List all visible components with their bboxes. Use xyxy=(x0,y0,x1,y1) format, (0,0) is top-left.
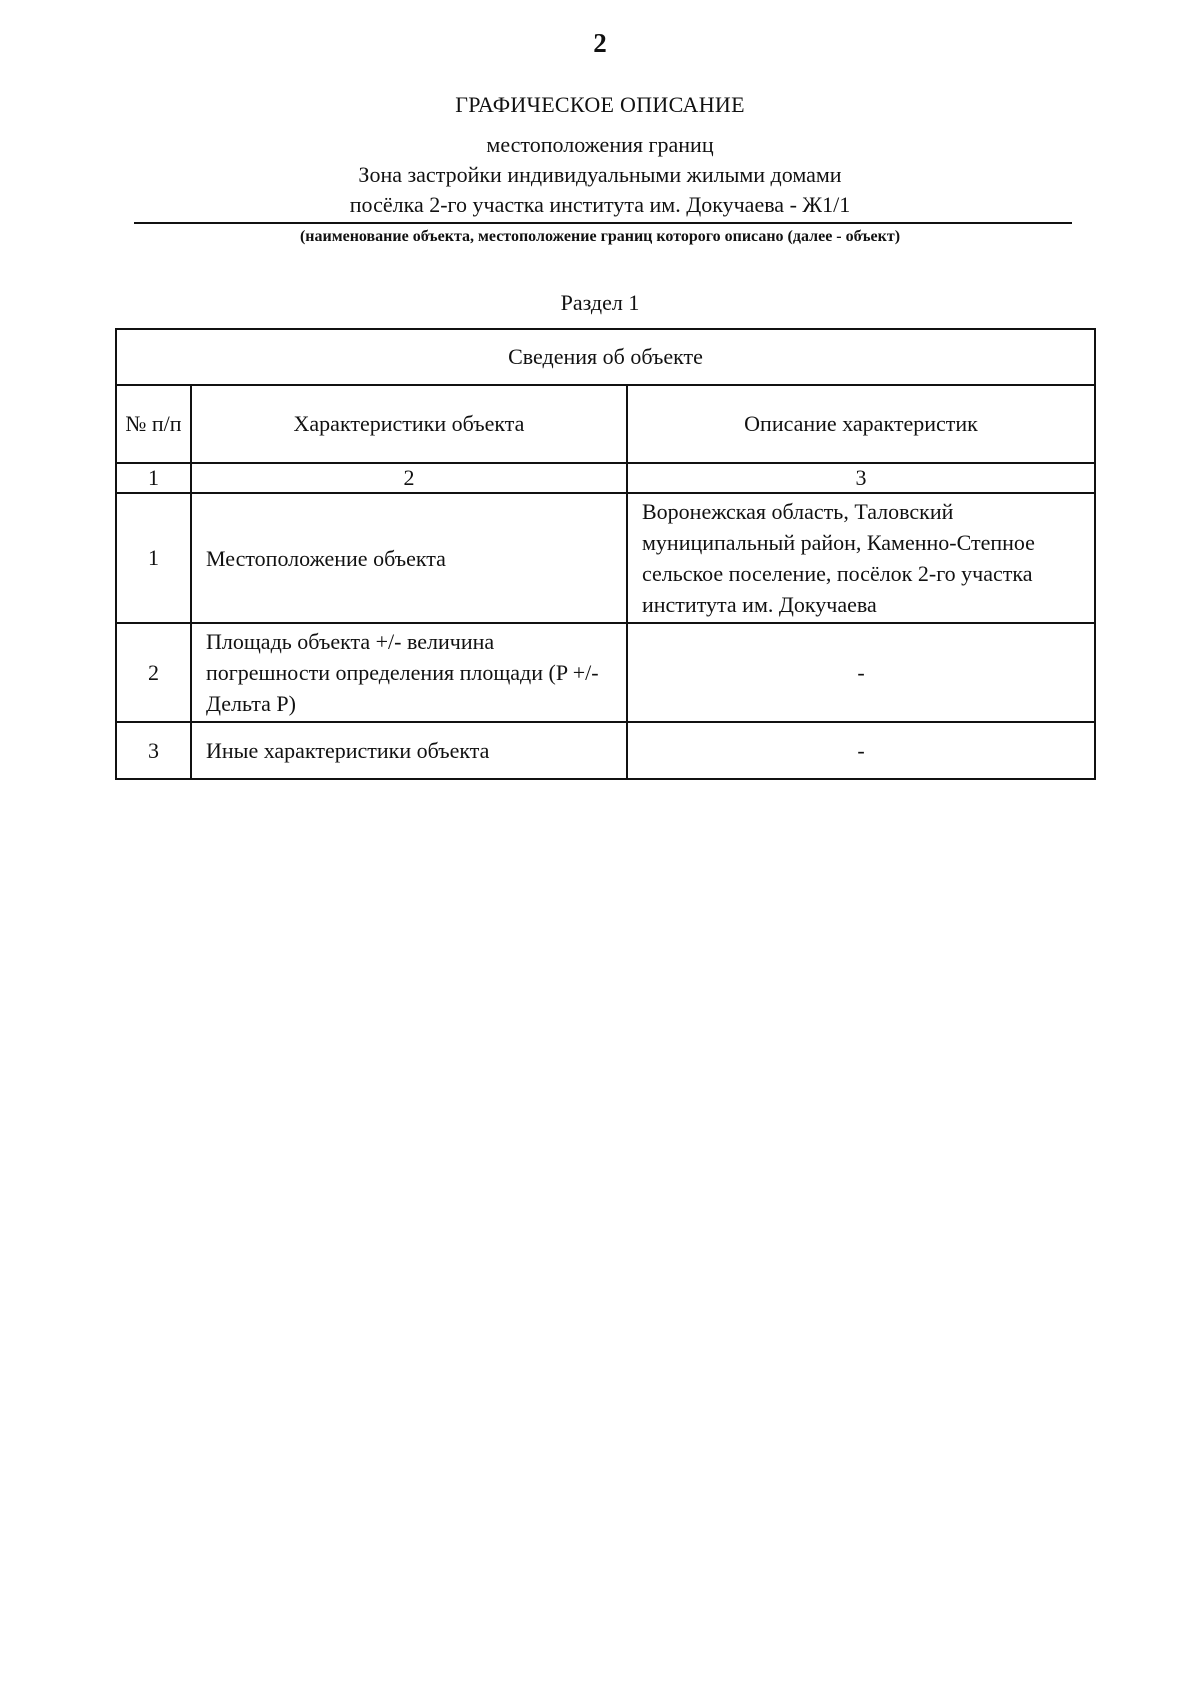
section-label: Раздел 1 xyxy=(560,290,640,315)
subtitle-line: Зона застройки индивидуальными жилыми домами xyxy=(358,162,842,187)
table-caption: Сведения об объекте xyxy=(116,329,1095,385)
row-description: - xyxy=(627,623,1095,722)
title-underline xyxy=(134,222,1072,224)
table-caption-row xyxy=(116,329,1095,385)
header-characteristic: Характеристики объекта xyxy=(191,385,627,463)
page-number: 2 xyxy=(593,28,607,58)
table-header-row xyxy=(116,385,1095,463)
column-index-row xyxy=(116,463,1095,493)
row-characteristic: Площадь объекта +/- величина погрешности определения площади (P +/- Дельта P) xyxy=(191,623,627,722)
header-number: № п/п xyxy=(116,385,191,463)
row-number: 2 xyxy=(116,623,191,722)
table-row xyxy=(116,623,1095,722)
row-number: 1 xyxy=(116,493,191,623)
column-index: 3 xyxy=(627,463,1095,493)
column-index: 1 xyxy=(116,463,191,493)
row-characteristic: Местоположение объекта xyxy=(191,493,627,623)
subtitle-line: местоположения границ xyxy=(486,132,714,157)
row-description: - xyxy=(627,722,1095,779)
subtitle-line: посёлка 2-го участка института им. Докучаева - Ж1/1 xyxy=(349,192,851,217)
subtitle-block xyxy=(0,130,1200,220)
table-row xyxy=(116,722,1095,779)
header-description: Описание характеристик xyxy=(627,385,1095,463)
row-characteristic: Иные характеристики объекта xyxy=(191,722,627,779)
table-row xyxy=(116,493,1095,623)
document-title: ГРАФИЧЕСКОЕ ОПИСАНИЕ xyxy=(455,92,745,117)
underline-caption: (наименование объекта, местоположение границ которого описано (далее - объект) xyxy=(299,228,901,245)
row-number: 3 xyxy=(116,722,191,779)
row-description: Воронежская область, Таловский муниципальный район, Каменно-Степное сельское поселение, посёлок 2-го участка института им. Докучаева xyxy=(627,493,1095,623)
object-info-table xyxy=(115,328,1096,780)
column-index: 2 xyxy=(191,463,627,493)
